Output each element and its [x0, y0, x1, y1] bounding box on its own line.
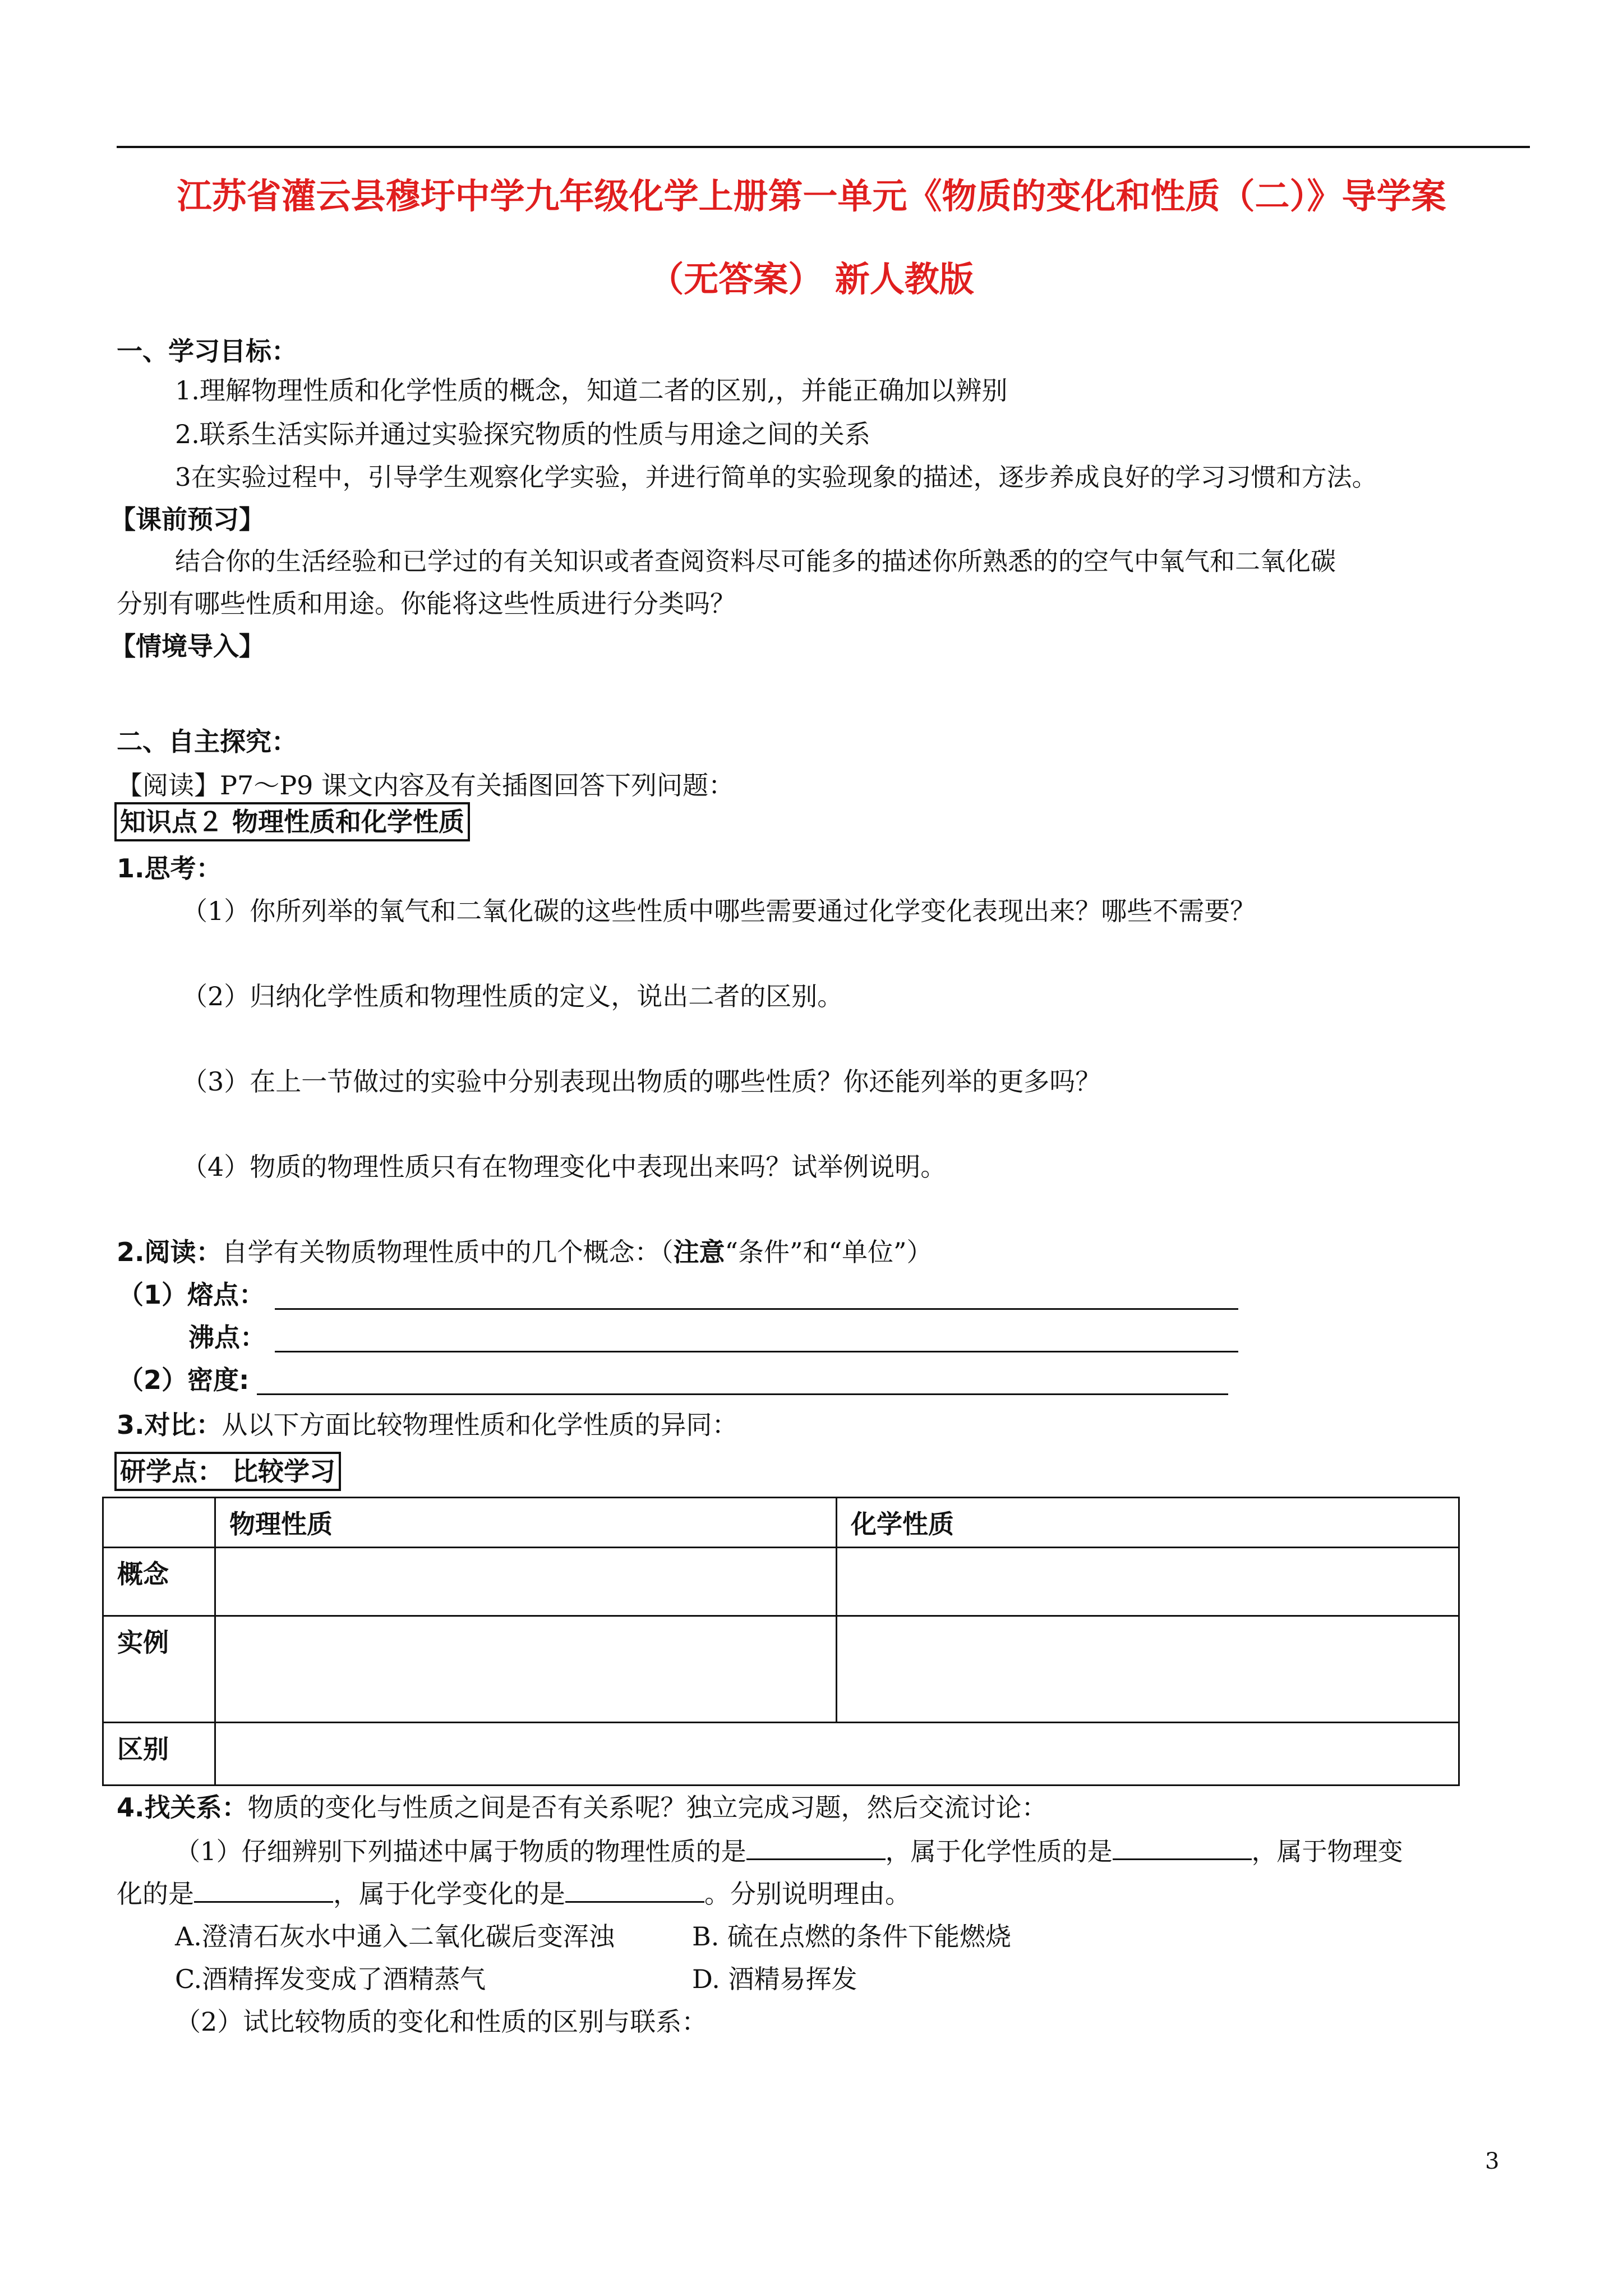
- preview-heading: 【课前预习】: [110, 504, 265, 535]
- document-title-line1: 江苏省灌云县穆圩中学九年级化学上册第一单元《物质的变化和性质（二）》导学案: [177, 176, 1446, 217]
- question-2: （2）归纳化学性质和物理性质的定义，说出二者的区别。: [182, 981, 843, 1011]
- read2-line: [117, 1232, 933, 1269]
- density-label: （2）密度:: [118, 1365, 250, 1395]
- boiling-point-label: 沸点：: [188, 1322, 266, 1352]
- section2-heading: 二、自主探究：: [117, 726, 297, 757]
- preview-line2: 分别有哪些性质和用途。你能将这些性质进行分类吗？: [117, 588, 736, 619]
- section1-heading: 一、学习目标：: [117, 336, 297, 366]
- table-header-chemical: 化学性质: [837, 1498, 1459, 1548]
- relation-text: 物质的变化与性质之间是否有关系呢？独立完成习题，然后交流讨论：: [247, 1792, 1048, 1823]
- objective-2: 2.联系生活实际并通过实验探究物质的性质与用途之间的关系: [175, 419, 870, 449]
- melting-point-blank: [275, 1308, 1238, 1310]
- exercise-1-line2-b: ，属于化学变化的是: [333, 1879, 565, 1909]
- research-point-box: 研学点： 比较学习: [114, 1452, 341, 1491]
- table-header-physical: 物理性质: [215, 1498, 837, 1548]
- reading-instruction: 【阅读】P7～P9 课文内容及有关插图回答下列问题：: [117, 770, 735, 800]
- cell-blank[interactable]: [837, 1616, 1459, 1723]
- exercise-1-line2-a: 化的是: [117, 1879, 194, 1909]
- option-c: C.酒精挥发变成了酒精蒸气: [175, 1964, 486, 1994]
- page-number: 3: [1485, 2148, 1500, 2174]
- exercise-1-line2: [117, 1874, 911, 1911]
- table-header-row: [103, 1498, 1459, 1548]
- objective-1: 1.理解物理性质和化学性质的概念，知道二者的区别,，并能正确加以辨别: [175, 375, 1008, 406]
- question-3: （3）在上一节做过的实验中分别表现出物质的哪些性质？你还能列举的更多吗？: [182, 1066, 1101, 1097]
- physical-change-blank[interactable]: [194, 1901, 333, 1903]
- row-label-example: 实例: [103, 1616, 215, 1723]
- option-d: D. 酒精易挥发: [692, 1964, 857, 1994]
- cell-blank[interactable]: [215, 1548, 837, 1616]
- exercise-1-line1: [175, 1831, 1403, 1867]
- compare-line: [117, 1405, 737, 1442]
- option-b: B. 硫在点燃的条件下能燃烧: [692, 1921, 1012, 1952]
- relation-label: 4.找关系：: [117, 1792, 248, 1823]
- read2-text: 自学有关物质物理性质中的几个概念：（: [222, 1237, 674, 1267]
- table-header-empty: [103, 1498, 215, 1548]
- preview-line1: 结合你的生活经验和已学过的有关知识或者查阅资料尽可能多的描述你所熟悉的的空气中氧气和二氧化碳: [175, 546, 1336, 576]
- table-row: [103, 1723, 1459, 1786]
- table-row: [103, 1616, 1459, 1723]
- read2-label: 2.阅读：: [117, 1237, 222, 1267]
- question-4: （4）物质的物理性质只有在物理变化中表现出来吗？试举例说明。: [182, 1152, 947, 1182]
- melting-point-label: （1）熔点：: [118, 1280, 265, 1310]
- top-rule: [117, 146, 1530, 148]
- read2-emphasis: 注意: [673, 1237, 725, 1267]
- comparison-table: [102, 1497, 1460, 1786]
- read2-tail: “条件”和“单位”）: [725, 1237, 933, 1267]
- question-1: （1）你所列举的氧气和二氧化碳的这些性质中哪些需要通过化学变化表现出来？哪些不需要？: [182, 896, 1256, 926]
- intro-heading: 【情境导入】: [110, 631, 265, 661]
- exercise-1-part1: （1）仔细辨别下列描述中属于物质的物理性质的是: [175, 1837, 746, 1866]
- row-label-concept: 概念: [103, 1548, 215, 1616]
- think-heading: 1.思考：: [117, 853, 222, 884]
- compare-text: 从以下方面比较物理性质和化学性质的异同：: [222, 1410, 738, 1440]
- boiling-point-blank: [275, 1351, 1238, 1352]
- row-label-difference: 区别: [103, 1723, 215, 1786]
- cell-blank[interactable]: [215, 1616, 837, 1723]
- exercise-2: （2）试比较物质的变化和性质的区别与联系：: [175, 2007, 708, 2037]
- physical-property-blank[interactable]: [746, 1858, 886, 1860]
- cell-blank[interactable]: [837, 1548, 1459, 1616]
- chemical-property-blank[interactable]: [1113, 1858, 1252, 1860]
- relation-line: [117, 1787, 1047, 1824]
- knowledge-point-box: 知识点２ 物理性质和化学性质: [114, 802, 470, 841]
- exercise-1-line2-c: 。分别说明理由。: [704, 1879, 911, 1909]
- table-row: [103, 1548, 1459, 1616]
- objective-3: 3在实验过程中，引导学生观察化学实验，并进行简单的实验现象的描述，逐步养成良好的学习习惯和方法。: [175, 462, 1377, 492]
- exercise-1-part3: ，属于物理变: [1251, 1837, 1403, 1866]
- document-title-line2: （无答案） 新人教版: [649, 259, 974, 300]
- chemical-change-blank[interactable]: [565, 1901, 704, 1903]
- density-blank: [257, 1393, 1228, 1395]
- exercise-1-part2: ，属于化学性质的是: [885, 1837, 1113, 1866]
- compare-label: 3.对比：: [117, 1410, 222, 1440]
- option-a: A.澄清石灰水中通入二氧化碳后变浑浊: [175, 1921, 615, 1952]
- cell-blank[interactable]: [215, 1723, 1459, 1786]
